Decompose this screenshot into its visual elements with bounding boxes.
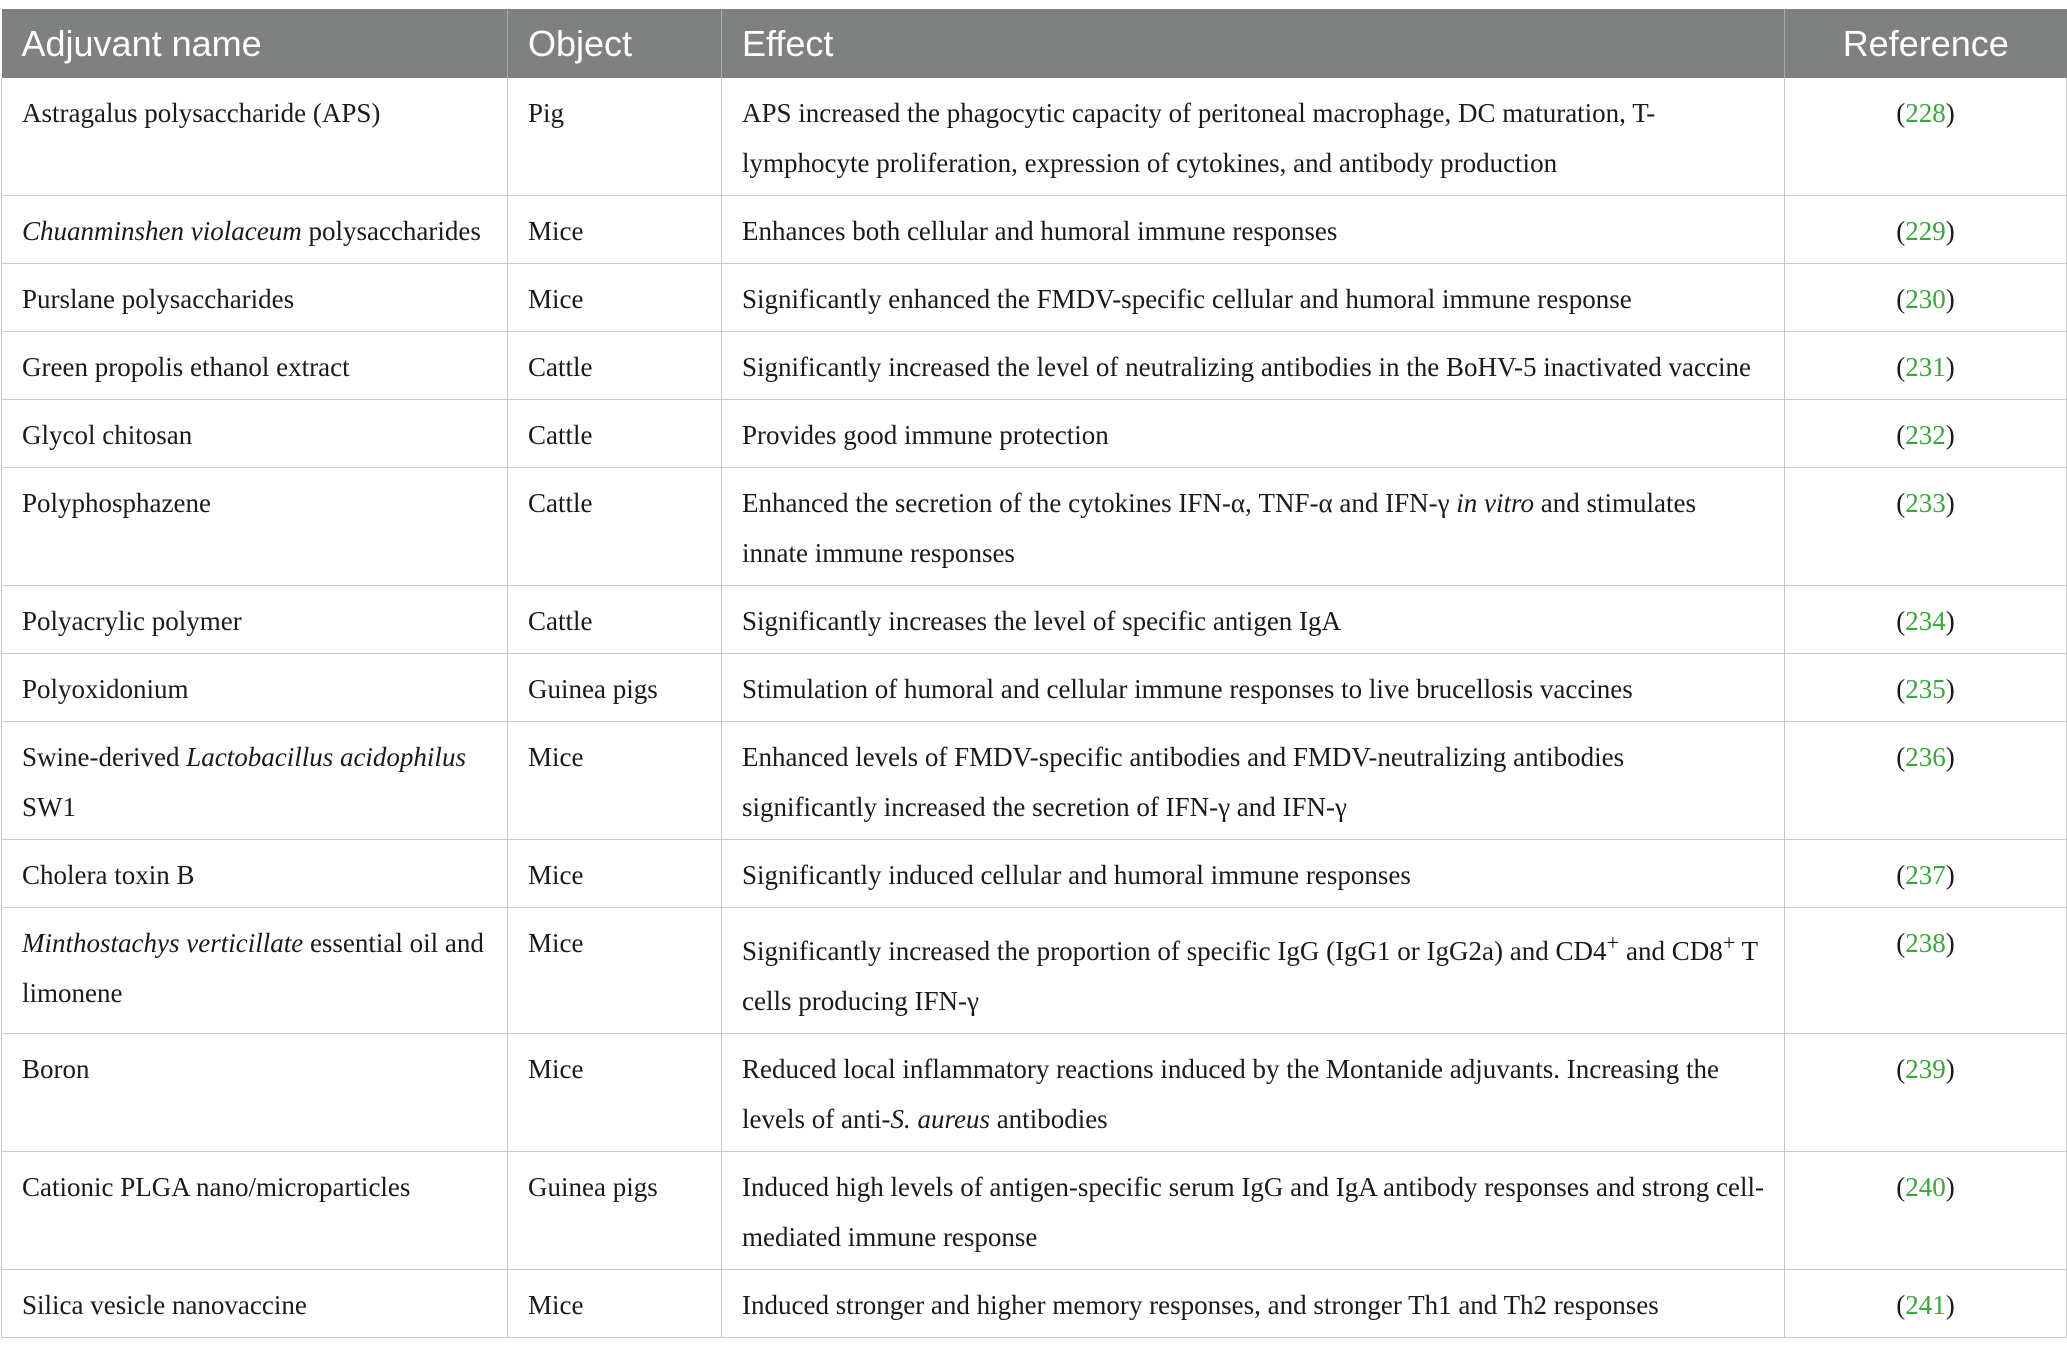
- effect-cell-segment: Significantly increased the level of neutralizing antibodies in the BoHV-5 inactivated vaccine: [742, 352, 1751, 382]
- table-row: [2, 264, 2067, 332]
- reference-link[interactable]: 241: [1905, 1290, 1946, 1320]
- adjuvant-name-cell-segment: Cationic PLGA nano/microparticles: [22, 1172, 411, 1202]
- table-row: [2, 722, 2067, 840]
- effect-cell-segment: Enhanced the secretion of the cytokines IFN-α, TNF-α and IFN-γ: [742, 488, 1457, 518]
- effect-cell-segment: +: [1606, 930, 1620, 955]
- adjuvant-name-cell-segment: Green propolis ethanol extract: [22, 352, 350, 382]
- adjuvant-name-cell-segment: Polyphosphazene: [22, 488, 211, 518]
- adjuvant-name-cell: [2, 264, 508, 332]
- effect-cell-segment: antibodies: [989, 1104, 1108, 1134]
- object-cell: Cattle: [508, 468, 722, 586]
- adjuvant-name-cell: [2, 840, 508, 908]
- adjuvant-name-cell-segment: SW1: [22, 792, 76, 822]
- adjuvant-name-cell-segment: essential oil and limonene: [22, 928, 484, 1008]
- reference-cell: (232): [1785, 400, 2067, 468]
- reference-cell: (234): [1785, 586, 2067, 654]
- effect-cell: [722, 196, 1785, 264]
- effect-cell-segment: and stimulates innate immune responses: [742, 488, 1697, 568]
- object-cell: Mice: [508, 1034, 722, 1152]
- adjuvant-name-cell-segment: Polyoxidonium: [22, 674, 189, 704]
- adjuvant-name-cell-segment: Silica vesicle nanovaccine: [22, 1290, 307, 1320]
- reference-cell: (239): [1785, 1034, 2067, 1152]
- object-cell: Cattle: [508, 586, 722, 654]
- object-cell: Cattle: [508, 400, 722, 468]
- table-row: [2, 840, 2067, 908]
- reference-link[interactable]: 230: [1905, 284, 1946, 314]
- object-cell: Mice: [508, 908, 722, 1034]
- reference-cell: (233): [1785, 468, 2067, 586]
- reference-cell: (237): [1785, 840, 2067, 908]
- table-row: [2, 400, 2067, 468]
- effect-cell-segment: and CD8: [1619, 936, 1723, 966]
- reference-link[interactable]: 237: [1905, 860, 1946, 890]
- reference-link[interactable]: 235: [1905, 674, 1946, 704]
- effect-cell-segment: S. aureus: [890, 1104, 990, 1134]
- effect-cell-segment: Significantly induced cellular and humoral immune responses: [742, 860, 1411, 890]
- table-row: [2, 1152, 2067, 1270]
- adjuvant-name-cell: [2, 1152, 508, 1270]
- effect-cell-segment: in vitro: [1456, 488, 1535, 518]
- reference-link[interactable]: 240: [1905, 1172, 1946, 1202]
- effect-cell: [722, 1270, 1785, 1338]
- effect-cell-segment: Stimulation of humoral and cellular immune responses to live brucellosis vaccines: [742, 674, 1633, 704]
- table-row: [2, 1034, 2067, 1152]
- effect-cell: [722, 468, 1785, 586]
- effect-cell: [722, 586, 1785, 654]
- object-cell: Mice: [508, 722, 722, 840]
- object-cell: Mice: [508, 840, 722, 908]
- effect-cell-segment: Reduced local inflammatory reactions induced by the Montanide adjuvants. Increasing the levels of anti-: [742, 1054, 1719, 1134]
- reference-cell: (241): [1785, 1270, 2067, 1338]
- reference-link[interactable]: 232: [1905, 420, 1946, 450]
- effect-cell: [722, 264, 1785, 332]
- adjuvant-name-cell: [2, 1034, 508, 1152]
- reference-cell: (229): [1785, 196, 2067, 264]
- adjuvant-name-cell: [2, 722, 508, 840]
- table-row: [2, 78, 2067, 196]
- table-row: [2, 908, 2067, 1034]
- adjuvant-name-cell-segment: Polyacrylic polymer: [22, 606, 242, 636]
- header-row: [2, 9, 2067, 78]
- effect-cell-segment: Significantly enhanced the FMDV-specific cellular and humoral immune response: [742, 284, 1632, 314]
- adjuvant-name-cell: [2, 654, 508, 722]
- table-row: [2, 196, 2067, 264]
- effect-cell: [722, 908, 1785, 1034]
- table-row: [2, 654, 2067, 722]
- object-cell: Guinea pigs: [508, 1152, 722, 1270]
- adjuvant-name-cell-segment: Cholera toxin B: [22, 860, 195, 890]
- effect-cell: [722, 840, 1785, 908]
- adjuvant-name-cell: [2, 1270, 508, 1338]
- table-row: [2, 1270, 2067, 1338]
- reference-cell: (228): [1785, 78, 2067, 196]
- reference-link[interactable]: 238: [1905, 928, 1946, 958]
- adjuvant-name-cell-segment: Boron: [22, 1054, 90, 1084]
- adjuvant-name-cell: [2, 196, 508, 264]
- header-reference: Reference: [1785, 9, 2067, 78]
- adjuvant-name-cell-segment: Glycol chitosan: [22, 420, 193, 450]
- effect-cell-segment: Significantly increased the proportion of specific IgG (IgG1 or IgG2a) and CD4: [742, 936, 1607, 966]
- effect-cell-segment: Enhanced levels of FMDV-specific antibodies and FMDV-neutralizing antibodies significantly increased the secretion of IFN-γ and IFN-γ: [742, 742, 1625, 822]
- reference-link[interactable]: 234: [1905, 606, 1946, 636]
- adjuvant-name-cell: [2, 332, 508, 400]
- header-adjuvant-name: Adjuvant name: [2, 9, 508, 78]
- effect-cell-segment: Induced stronger and higher memory responses, and stronger Th1 and Th2 responses: [742, 1290, 1659, 1320]
- effect-cell: [722, 332, 1785, 400]
- effect-cell: [722, 1034, 1785, 1152]
- reference-link[interactable]: 233: [1905, 488, 1946, 518]
- object-cell: Mice: [508, 196, 722, 264]
- adjuvant-table: [1, 9, 2067, 1338]
- reference-cell: (231): [1785, 332, 2067, 400]
- adjuvant-name-cell-segment: Chuanminshen violaceum: [22, 216, 302, 246]
- adjuvant-name-cell-segment: polysaccharides: [301, 216, 481, 246]
- object-cell: Cattle: [508, 332, 722, 400]
- reference-link[interactable]: 228: [1905, 98, 1946, 128]
- table-row: [2, 468, 2067, 586]
- table-header: [2, 9, 2067, 78]
- reference-cell: (235): [1785, 654, 2067, 722]
- adjuvant-name-cell: [2, 908, 508, 1034]
- object-cell: Pig: [508, 78, 722, 196]
- table-row: [2, 332, 2067, 400]
- effect-cell: [722, 722, 1785, 840]
- adjuvant-name-cell-segment: Purslane polysaccharides: [22, 284, 295, 314]
- effect-cell-segment: +: [1722, 930, 1736, 955]
- header-object: Object: [508, 9, 722, 78]
- adjuvant-name-cell-segment: Swine-derived: [22, 742, 187, 772]
- reference-link[interactable]: 236: [1905, 742, 1946, 772]
- effect-cell-segment: T cells producing IFN-γ: [742, 936, 1758, 1016]
- effect-cell: [722, 78, 1785, 196]
- table-row: [2, 586, 2067, 654]
- adjuvant-name-cell-segment: Minthostachys verticillate: [22, 928, 304, 958]
- effect-cell-segment: Induced high levels of antigen-specific serum IgG and IgA antibody responses and strong cell-mediated immune response: [742, 1172, 1764, 1252]
- reference-cell: (230): [1785, 264, 2067, 332]
- object-cell: Mice: [508, 264, 722, 332]
- effect-cell: [722, 1152, 1785, 1270]
- reference-cell: (236): [1785, 722, 2067, 840]
- effect-cell: [722, 400, 1785, 468]
- effect-cell-segment: Provides good immune protection: [742, 420, 1109, 450]
- reference-link[interactable]: 239: [1905, 1054, 1946, 1084]
- adjuvant-name-cell: [2, 78, 508, 196]
- table-body: [2, 78, 2067, 1338]
- adjuvant-name-cell: [2, 586, 508, 654]
- effect-cell-segment: Significantly increases the level of specific antigen IgA: [742, 606, 1342, 636]
- adjuvant-name-cell: [2, 400, 508, 468]
- reference-link[interactable]: 231: [1905, 352, 1946, 382]
- adjuvant-name-cell-segment: Astragalus polysaccharide (APS): [22, 98, 381, 128]
- object-cell: Guinea pigs: [508, 654, 722, 722]
- adjuvant-name-cell: [2, 468, 508, 586]
- reference-link[interactable]: 229: [1905, 216, 1946, 246]
- reference-cell: (238): [1785, 908, 2067, 1034]
- effect-cell-segment: APS increased the phagocytic capacity of peritoneal macrophage, DC maturation, T-lymphocyte proliferation, expression of cytokines, and antibody production: [742, 98, 1656, 178]
- header-effect: Effect: [722, 9, 1785, 78]
- effect-cell: [722, 654, 1785, 722]
- adjuvant-name-cell-segment: Lactobacillus acidophilus: [186, 742, 466, 772]
- reference-cell: (240): [1785, 1152, 2067, 1270]
- object-cell: Mice: [508, 1270, 722, 1338]
- effect-cell-segment: Enhances both cellular and humoral immune responses: [742, 216, 1338, 246]
